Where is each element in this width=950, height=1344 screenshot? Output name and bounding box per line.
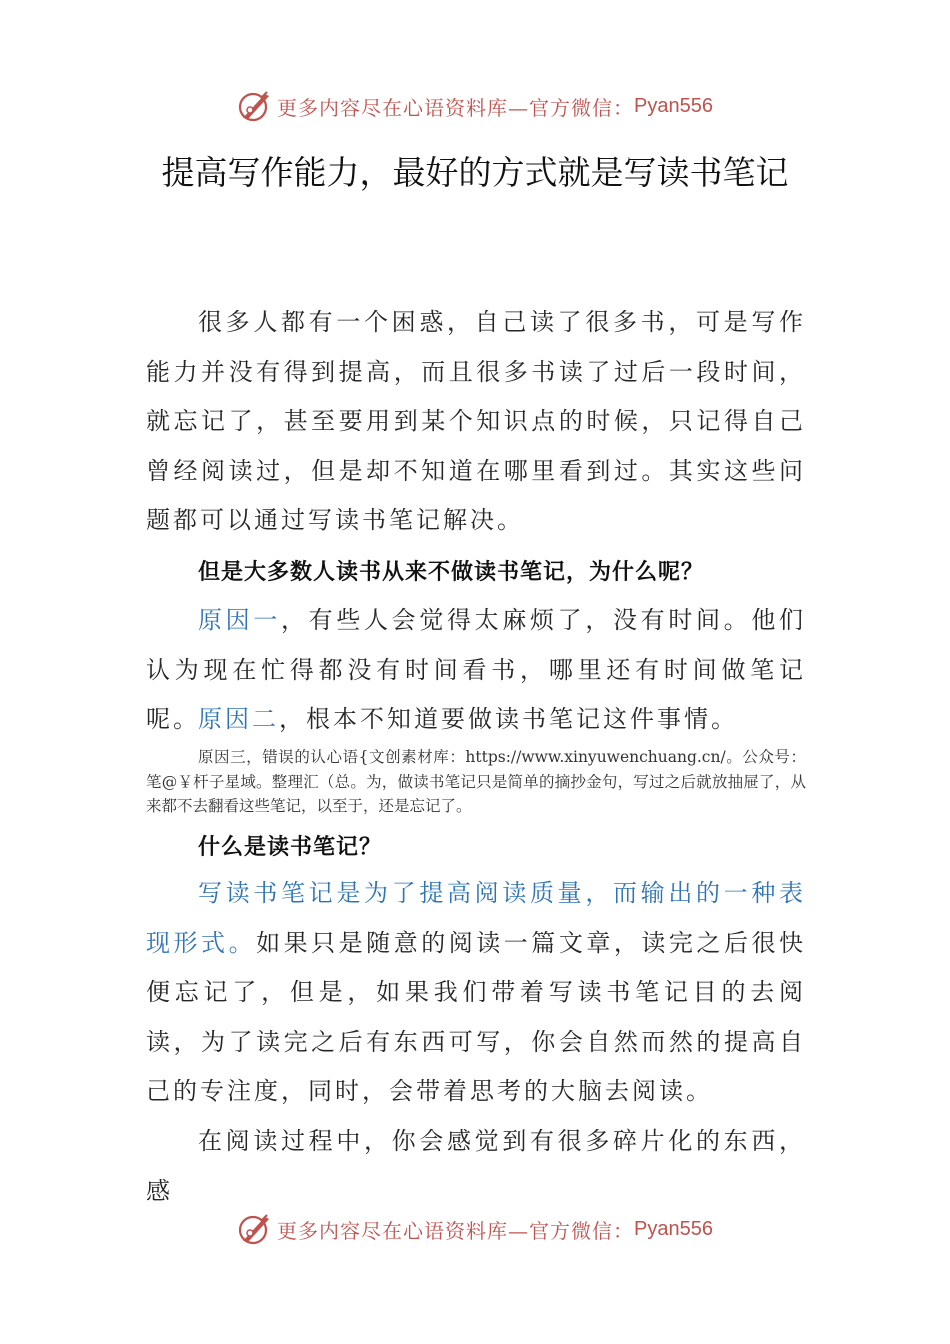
reason-1-label: 原因一	[198, 606, 281, 634]
paragraph-definition	[146, 869, 806, 1117]
footer-banner	[0, 1209, 950, 1249]
quill-pen-logo-icon	[237, 1211, 273, 1247]
paragraph-reason-3: 原因三，错误的认心语{文创素材库：https://www.xinyuwenchuang.cn/。公众号：笔@￥杆子星域。整理汇（总。为，做读书笔记只是简单的摘抄金句，写过之后就放抽屉了，从来都不去翻看这些笔记，以至于，还是忘记了。	[146, 748, 806, 815]
reason-2-label: 原因二	[198, 705, 279, 733]
banner-wechat-id: Pyan556	[634, 1217, 713, 1240]
reason-1-text: ，有些人会觉得太麻烦了，没有时间。他们认为现在忙得都没有时间看书，哪里还有时间做笔记呢。	[146, 606, 806, 733]
paragraph-reason-2	[146, 695, 806, 745]
definition-highlight: 写读书笔记是为了提高阅读质量，而输出的一种表现形式。	[146, 879, 806, 957]
banner-text: 更多内容尽在心语资料库—官方微信：	[277, 95, 635, 120]
page-title: 提高写作能力，最好的方式就是写读书笔记	[161, 153, 789, 192]
paragraph-reading-process: 在阅读过程中，你会感觉到有很多碎片化的东西，感	[146, 1127, 806, 1205]
reason-2-text: ，根本不知道要做读书笔记这件事情。	[279, 705, 738, 733]
banner-wechat-id: Pyan556	[634, 94, 713, 117]
header-banner	[0, 86, 950, 126]
definition-text: 如果只是随意的阅读一篇文章，读完之后很快便忘记了，但是，如果我们带着写读书笔记目的去阅读，为了读完之后有东西可写，你会自然而然的提高自己的专注度，同时，会带着思考的大脑去阅读。	[146, 928, 807, 1105]
question-heading-1: 但是大多数人读书从来不做读书笔记，为什么呢？	[198, 559, 705, 585]
question-heading-2: 什么是读书笔记？	[198, 834, 383, 860]
banner-text: 更多内容尽在心语资料库—官方微信：	[277, 1218, 635, 1243]
quill-pen-logo-icon	[237, 88, 273, 124]
paragraph-intro: 很多人都有一个困惑，自己读了很多书，可是写作能力并没有得到提高，而且很多书读了过后一段时间，就忘记了，甚至要用到某个知识点的时候，只记得自己曾经阅读过，但是却不知道在哪里看到过。其实这些问题都可以通过写读书笔记解决。	[146, 308, 806, 534]
